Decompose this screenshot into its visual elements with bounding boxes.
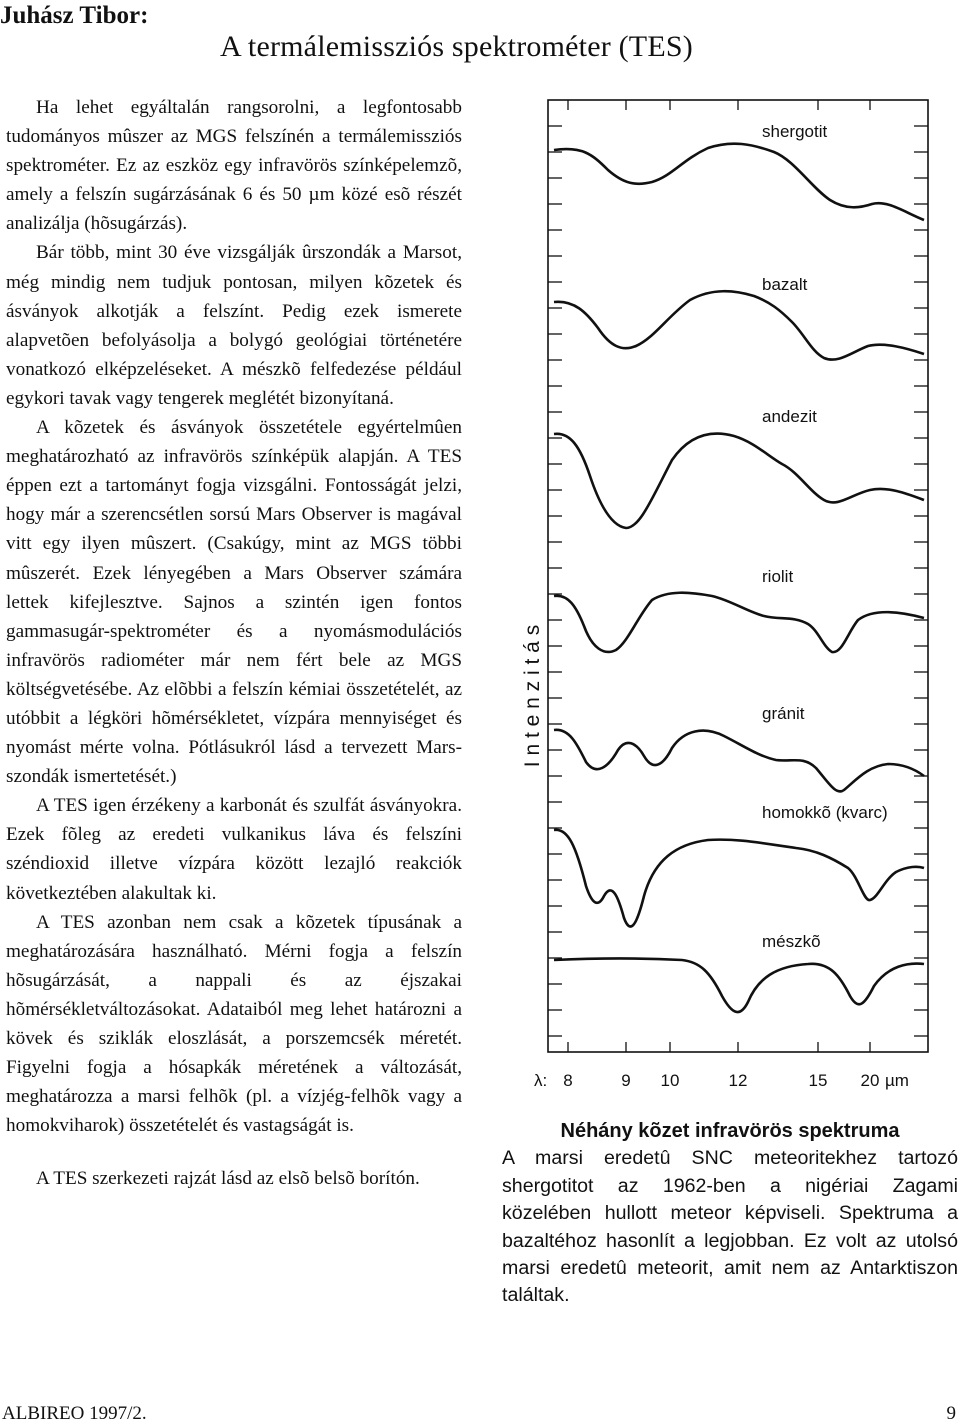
x-unit: µm: [885, 1071, 909, 1090]
article-body: [6, 93, 462, 1193]
spectrum-label-meszko: mészkõ: [762, 932, 821, 951]
spectrum-curve-granit: [554, 730, 924, 792]
journal-footer: ALBIREO 1997/2.: [2, 1403, 147, 1424]
x-tick-12: 12: [728, 1071, 748, 1090]
spectrum-label-bazalt: bazalt: [762, 275, 808, 294]
spectrum-label-homokko: homokkõ (kvarc): [762, 803, 888, 822]
spectrum-label-andezit: andezit: [762, 407, 817, 426]
page-number: 9: [946, 1403, 956, 1424]
article-title: A termálemissziós spektrométer (TES): [220, 30, 693, 63]
author-name: Juhász Tibor:: [0, 2, 149, 29]
spectra-figure: [512, 96, 952, 1102]
x-tick-10: 10: [660, 1071, 680, 1090]
x-tick-20: 20: [860, 1071, 880, 1090]
spectrum-curve-shergotit: [554, 144, 924, 220]
plot-frame: [548, 100, 928, 1052]
spectrum-label-granit: gránit: [762, 704, 805, 723]
spectrum-curve-homokko: [554, 830, 924, 927]
caption-text: A marsi eredetû SNC meteoritekhez tartozó shergotitot az 1962-ben a nigériai Zagami közelében hullott meteor képviseli. Spektruma a bazaltéhoz hasonlít a legjobban. Ez volt az utolsó marsi eredetû meteorit, amit nem az Antarktiszon találtak.: [502, 1147, 958, 1307]
x-tick-8: 8: [563, 1071, 573, 1090]
paragraph: Ha lehet egyáltalán rangsorolni, a legfontosabb tudományos mûszer az MGS felszínén a termálemissziós spektrométer. Ez az eszköz egy infravörös színképelemzõ, amely a felszín sugárzásának 6 és 50 µm közé esõ részét analizálja (hõsugárzás).: [6, 97, 462, 235]
lambda-prefix: λ:: [534, 1071, 548, 1090]
paragraph: Bár több, mint 30 éve vizsgálják ûrszondák a Marsot, még mindig nem tudjuk pontosan, milyen kõzetek és ásványok alkotják a felszínt. Pedig ezek ismerete alapvetõen befolyásolja a bolygó geológiai történetére vonatkozó elképzeléseket. A mészkõ felfedezése például egykori tavak vagy tengerek meglétét bizonyítaná.: [6, 242, 462, 409]
figure-caption: [502, 1118, 958, 1310]
caption-title: Néhány kõzet infravörös spektruma: [560, 1120, 900, 1142]
spectrum-curve-meszko: [554, 959, 924, 1013]
x-tick-9: 9: [621, 1071, 631, 1090]
paragraph: A TES azonban nem csak a kõzetek típusának a meghatározására használható. Mérni fogja a felszín hõsugárzását, a nappali és az éjszakai hõmérsékletváltozásokat. Adataiból meg lehet határozni a kövek és sziklák eloszlását, a porszemcsék méretét. Figyelni fogja a hósapkák méretének a változását, meghatározza a marsi felhõk (pl. a vízjég-felhõk vagy a homokviharok) összetételét és vastagságát is.: [6, 911, 462, 1137]
spectra-plot: [512, 96, 952, 1102]
paragraph: A TES igen érzékeny a karbonát és szulfát ásványokra. Ezek fõleg az eredeti vulkanikus láva és felszíni széndioxid illetve vízpára között lezajló reakciók következtében alakultak ki.: [6, 795, 462, 904]
plot-border: [548, 100, 928, 1052]
spectrum-label-shergotit: shergotit: [762, 122, 828, 141]
spectrum-curve-andezit: [554, 434, 924, 528]
y-axis-label: I n t e n z i t á s: [521, 624, 544, 768]
spectra-curves: [554, 144, 924, 1012]
paragraph: A TES szerkezeti rajzát lásd az elsõ belsõ borítón.: [36, 1168, 420, 1190]
spectrum-curve-riolit: [554, 593, 924, 652]
x-tick-15: 15: [808, 1071, 828, 1090]
spectrum-label-riolit: riolit: [762, 567, 794, 586]
spectrum-curve-bazalt: [554, 291, 924, 359]
paragraph: A kõzetek és ásványok összetétele egyértelmûen meghatározható az infravörös színképük alapján. A TES éppen ezt a tartományt fogja vizsgálni. Fontosságát jelzi, hogy már a szerencsétlen sorsú Mars Observer is magával vitt egy ilyen mûszert. (Csakúgy, mint az MGS többi mûszerét. Ezek lényegében a Mars Observer számára lettek kifejlesztve. Sajnos a szintén igen fontos gammasugár-spektrométer és a nyomásmodulációs infravörös radiométer már nem fért bele az MGS költségvetésébe. Az elõbbi a felszín kémiai összetételét, az utóbbit a légköri hõmérsékletet, vízpára mennyiséget és nyomást mérte volna. Pótlásukról lásd a tervezett Marsszondák ismertetését.): [6, 417, 462, 788]
